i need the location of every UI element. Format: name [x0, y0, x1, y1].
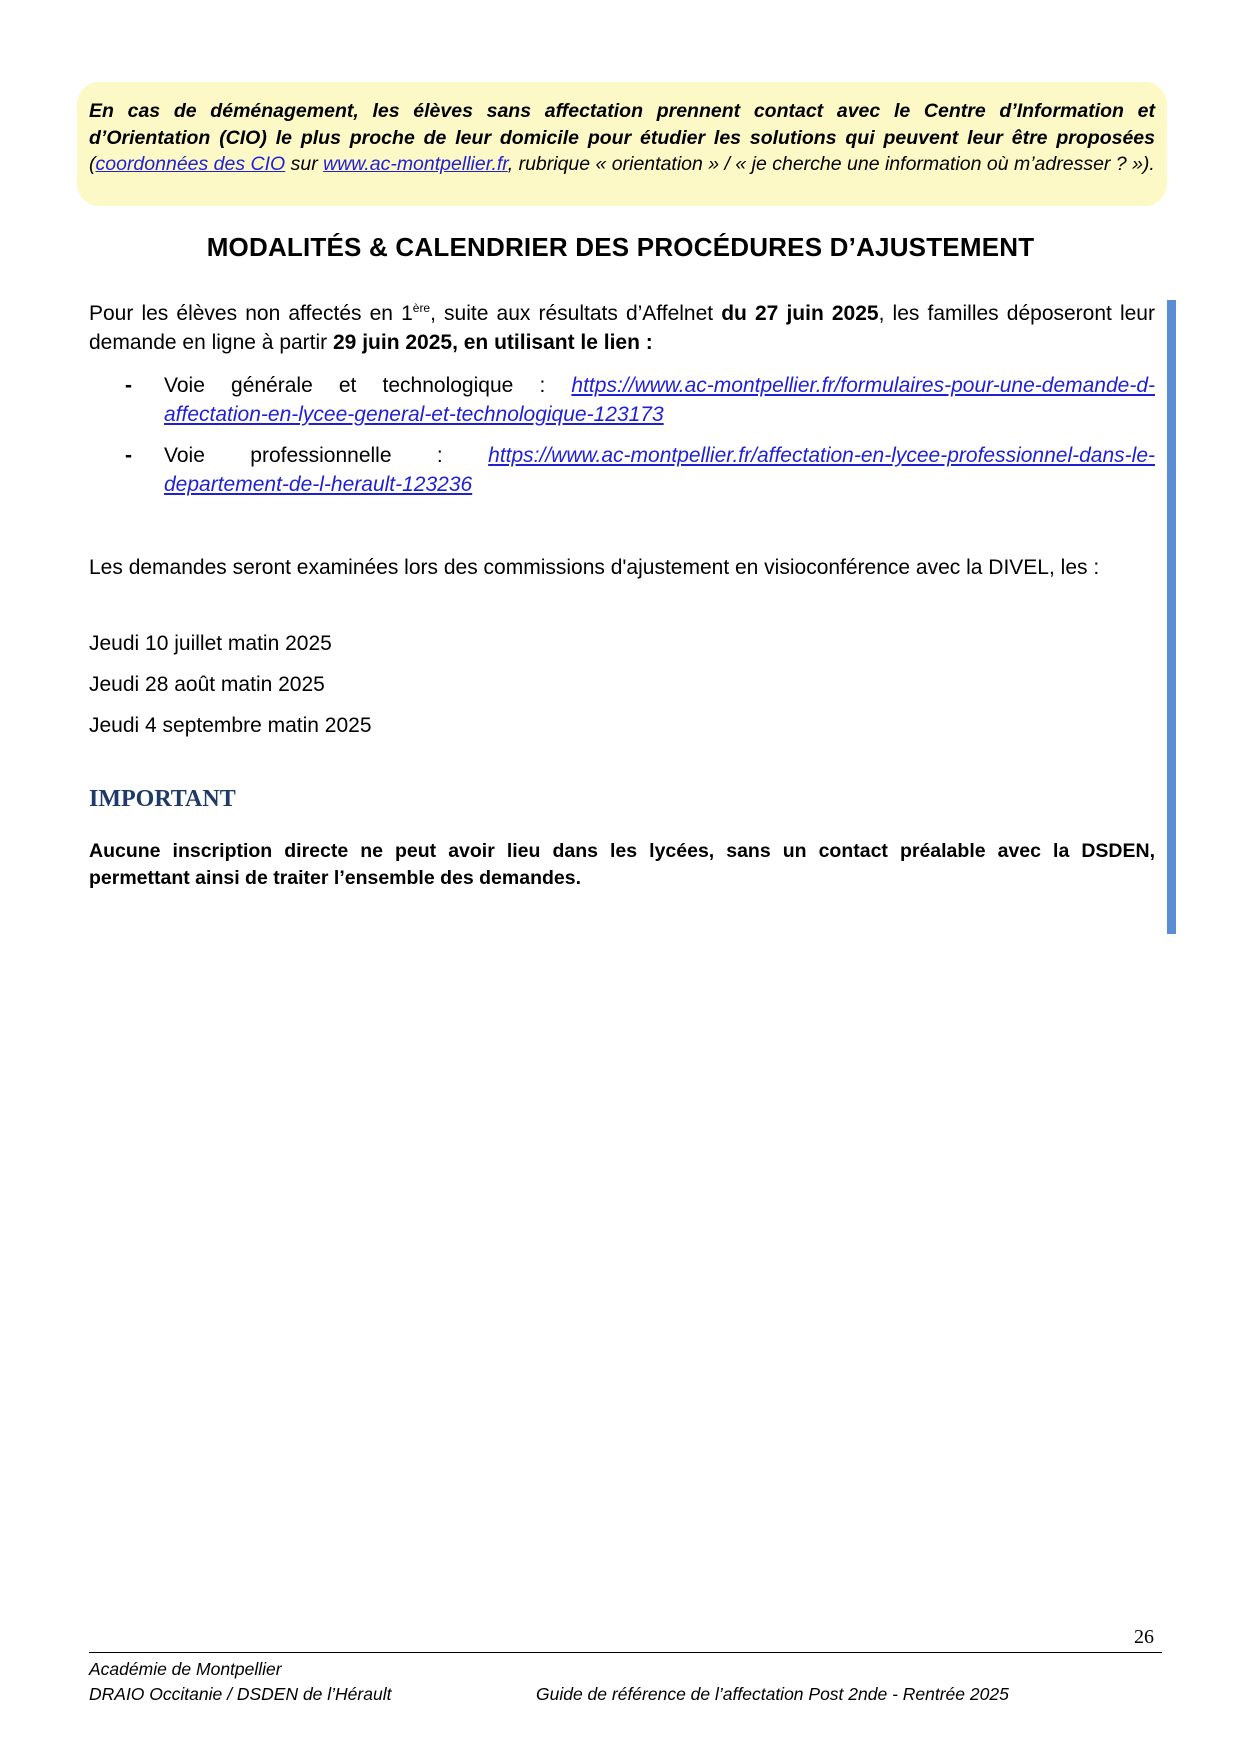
- session-dates: [89, 623, 372, 746]
- section-title: MODALITÉS & CALENDRIER DES PROCÉDURES D’AJUSTEMENT: [206, 232, 1035, 262]
- bullet-label: Voie générale et technologique :: [164, 374, 572, 397]
- list-item: [89, 441, 1155, 499]
- notice-rest: , rubrique « orientation » / « je cherche une information où m’adresser ? »).: [507, 153, 1155, 175]
- footer-department: DRAIO Occitanie / DSDEN de l’Hérault: [89, 1684, 392, 1704]
- sessions-intro: Les demandes seront examinées lors des commissions d'ajustement en visioconférence avec la DIVEL, les :: [89, 556, 1100, 579]
- notice-paren: (: [89, 153, 96, 175]
- intro-part2: , suite aux résultats d’Affelnet: [430, 302, 722, 325]
- footer-guide-title: Guide de référence de l’affectation Post 2nde - Rentrée 2025: [536, 1684, 1009, 1704]
- footer-divider: [89, 1652, 1162, 1653]
- footer-academy: Académie de Montpellier: [89, 1659, 282, 1679]
- intro-start-date: 29 juin 2025, en utilisant le lien :: [333, 331, 653, 354]
- bullet-dash: -: [125, 444, 132, 467]
- session-date: Jeudi 4 septembre matin 2025: [89, 714, 372, 737]
- intro-superscript: ère: [412, 301, 431, 315]
- session-date: Jeudi 28 août matin 2025: [89, 673, 325, 696]
- cio-contacts-link[interactable]: coordonnées des CIO: [95, 153, 286, 175]
- side-accent-bar: [1167, 300, 1176, 934]
- intro-part3: , les familles déposeront leur demande en ligne à partir: [89, 302, 1155, 354]
- bullet-dash: -: [125, 374, 132, 397]
- list-item: [89, 371, 1155, 429]
- session-date: Jeudi 10 juillet matin 2025: [89, 632, 332, 655]
- footer-left: [89, 1657, 391, 1707]
- general-tech-form-link[interactable]: https://www.ac-montpellier.fr/formulaires-pour-une-demande-d-affectation-en-lycee-general-et-technologique-123173: [164, 374, 1155, 426]
- academy-site-link[interactable]: www.ac-montpellier.fr: [323, 153, 508, 175]
- intro-part1: Pour les élèves non affectés en 1: [89, 302, 413, 325]
- relocation-notice: [77, 82, 1167, 206]
- notice-bold-text: En cas de déménagement, les élèves sans affectation prennent contact avec le Centre d’Information et d’Orientation (CIO) le plus proche de leur domicile pour étudier les solutions qui peuvent leur être proposées: [89, 100, 1155, 149]
- intro-results-date: du 27 juin 2025: [721, 302, 879, 325]
- important-heading: IMPORTANT: [89, 786, 236, 812]
- page-number: 26: [1134, 1626, 1154, 1648]
- notice-sur: sur: [285, 153, 324, 175]
- intro-paragraph: [89, 299, 1155, 357]
- important-text: Aucune inscription directe ne peut avoir lieu dans les lycées, sans un contact préalable avec la DSDEN, permettant ainsi de traiter l’ensemble des demandes.: [89, 840, 1155, 889]
- professional-form-link[interactable]: https://www.ac-montpellier.fr/affectation-en-lycee-professionnel-dans-le-departement-de-l-herault-123236: [164, 444, 1155, 496]
- bullet-label: Voie professionnelle :: [164, 444, 489, 467]
- link-list: [89, 371, 1155, 511]
